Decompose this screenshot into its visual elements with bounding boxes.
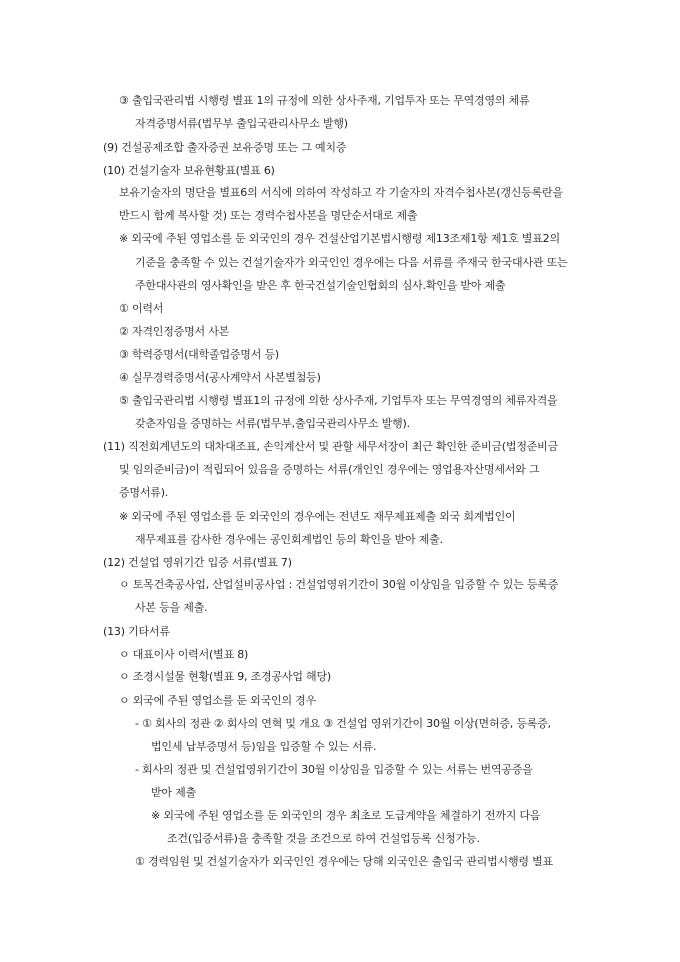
text-line: 및 임의준비금)이 적립되어 있음을 증명하는 서류(개인인 경우에는 영업용자산명세서와 그 (119, 463, 540, 476)
text-line: 기준을 충족할 수 있는 건설기술자가 외국인인 경우에는 다음 서류를 주재국 한국대사관 또는 (135, 256, 568, 269)
sub-list-item: - 회사의 정관 및 건설업영위기간이 30월 이상임을 입증할 수 있는 서류는 번역공증을 (135, 763, 533, 776)
text-line: 조건(입증서류)을 충족할 것을 조건으로 하여 건설업등록 신청가능. (167, 832, 480, 845)
list-item: ① 이력서 (119, 302, 164, 315)
text-line: 사본 등을 제출. (135, 601, 208, 614)
list-item: ③ 학력증명서(대학졸업증명서 등) (119, 348, 279, 361)
list-item: ④ 실무경력증명서(공사계약서 사본별첨등) (119, 371, 321, 384)
section-heading-10: (10) 건설기술자 보유현황표(별표 6) (103, 164, 275, 177)
section-heading-13: (13) 기타서류 (103, 625, 170, 638)
list-item: ⑤ 출입국관리법 시행령 별표1의 규정에 의한 상사주재, 기업투자 또는 무역경영의 체류자격을 (119, 394, 558, 407)
sub-list-item: - ① 회사의 정관 ② 회사의 연혁 및 개요 ③ 건설업 영위기간이 30월 이상(면허증, 등록증, (135, 717, 551, 730)
text-line: 반드시 함께 복사할 것) 또는 경력수첩사본을 명단순서대로 제출 (119, 209, 418, 222)
text-line: 법인세 납부증명서 등)임을 입증할 수 있는 서류. (151, 740, 377, 753)
text-line: 자격증명서류(법무부 출입국관리사무소 발행) (135, 117, 348, 130)
list-item: ㅇ 대표이사 이력서(별표 8) (119, 648, 249, 661)
section-heading-9: (9) 건설공제조합 출자증권 보유증명 또는 그 예치증 (103, 141, 347, 154)
text-line: ③ 출입국관리법 시행령 별표 1의 규정에 의한 상사주재, 기업투자 또는 무역경영의 체류 (119, 94, 530, 107)
section-heading-12: (12) 건설업 영위기간 입증 서류(별표 7) (103, 556, 292, 569)
list-item: ① 경력임원 및 건설기술자가 외국인인 경우에는 당해 외국인은 출입국 관리법시행령 별표 (135, 855, 553, 868)
list-item: ㅇ 토목건축공사업, 산업설비공사업 : 건설업영위기간이 30월 이상임을 입증할 수 있는 등록증 (119, 578, 559, 591)
text-line: 증명서류). (119, 486, 169, 499)
list-item: ㅇ 외국에 주된 영업소를 둔 외국인의 경우 (119, 694, 317, 707)
text-line: 주한대사관의 영사확인을 받은 후 한국건설기술인협회의 심사.확인을 받아 제출 (135, 279, 506, 292)
list-item: ② 자격인정증명서 사본 (119, 325, 230, 338)
text-line: 보유기술자의 명단을 별표6의 서식에 의하여 작성하고 각 기술자의 자격수첩사본(갱신등록란을 (119, 186, 563, 199)
note-line: ※ 외국에 주된 영업소를 둔 외국인의 경우 최초로 도급계약을 체결하기 전까지 다음 (151, 809, 541, 822)
text-line: 갖춘자임을 증명하는 서류(법무부,출입국관리사무소 발행). (135, 417, 410, 430)
section-heading-11: (11) 직전회계년도의 대차대조표, 손익계산서 및 관할 세무서장이 최근 확인한 준비금(법정준비금 (103, 440, 559, 453)
text-line: 재무제표를 감사한 경우에는 공인회계법인 등의 확인을 받아 제출. (135, 533, 443, 546)
text-line: 받아 제출 (151, 786, 197, 799)
note-line: ※ 외국에 주된 영업소를 둔 외국인의 경우에는 전년도 재무제표제출 외국 회계법인이 (119, 510, 516, 523)
list-item: ㅇ 조경시설물 현황(별표 9, 조경공사업 해당) (119, 670, 332, 683)
note-line: ※ 외국에 주된 영업소를 둔 외국인의 경우 건설산업기본법시행령 제13조제1항 제1호 별표2의 (119, 232, 560, 245)
